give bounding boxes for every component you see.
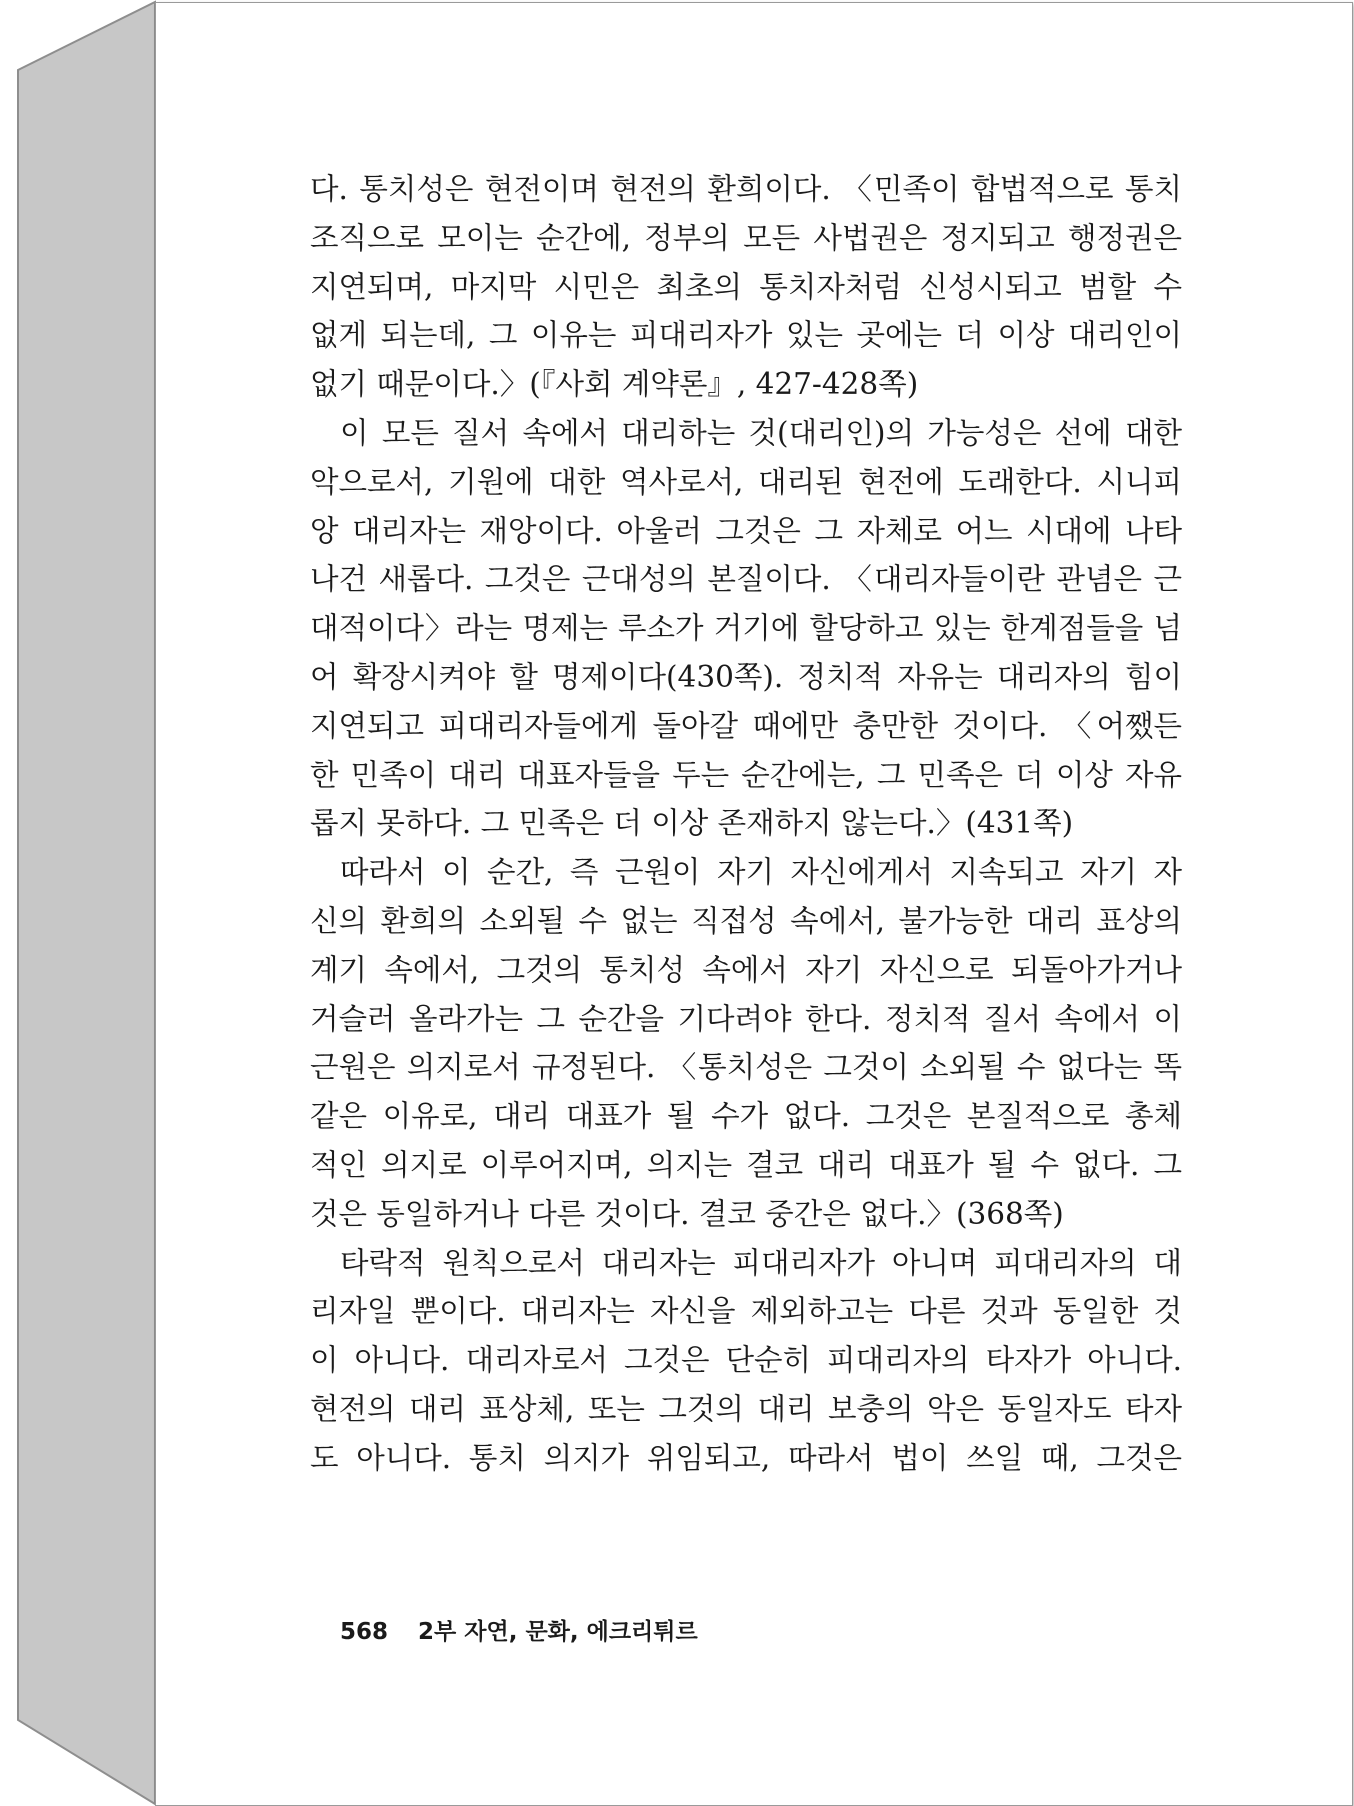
text-line: 지연되고 피대리자들에게 돌아갈 때에만 충만한 것이다. 〈어쨌든 [310,708,1182,743]
text-line: 도 아니다. 통치 의지가 위임되고, 따라서 법이 쓰일 때, 그것은 [310,1440,1182,1475]
text-line: 롭지 못하다. 그 민족은 더 이상 존재하지 않는다.〉(431쪽) [310,806,1074,841]
text-line: 리자일 뿐이다. 대리자는 자신을 제외하고는 다른 것과 동일한 것 [310,1294,1182,1329]
text-line: 다. 통치성은 현전이며 현전의 환희이다. 〈민족이 합법적으로 통치 [310,172,1182,206]
text-line: 지연되며, 마지막 시민은 최초의 통치자처럼 신성시되고 범할 수 [310,269,1182,304]
text-line: 앙 대리자는 재앙이다. 아울러 그것은 그 자체로 어느 시대에 나타 [310,513,1182,548]
text-line: 대적이다〉라는 명제는 루소가 거기에 할당하고 있는 한계점들을 넘 [310,611,1182,646]
text-line: 없기 때문이다.〉(『사회 계약론』, 427-428쪽) [310,367,919,402]
text-line: 어 확장시켜야 할 명제이다(430쪽). 정치적 자유는 대리자의 힘이 [310,659,1182,694]
text-line: 한 민족이 대리 대표자들을 두는 순간에는, 그 민족은 더 이상 자유 [310,757,1182,792]
text-line: 따라서 이 순간, 즉 근원이 자기 자신에게서 지속되고 자기 자 [340,855,1182,890]
text-line: 타락적 원칙으로서 대리자는 피대리자가 아니며 피대리자의 대 [340,1245,1182,1280]
text-line: 신의 환희의 소외될 수 없는 직접성 속에서, 불가능한 대리 표상의 [310,903,1182,938]
text-line: 나건 새롭다. 그것은 근대성의 본질이다. 〈대리자들이란 관념은 근 [310,562,1182,597]
text-line: 근원은 의지로서 규정된다. 〈통치성은 그것이 소외될 수 없다는 똑 [310,1050,1182,1085]
page-number: 568 [340,1619,389,1645]
page-footer [340,1613,698,1646]
book-spine-edge [0,0,160,1806]
text-line: 없게 되는데, 그 이유는 피대리자가 있는 곳에는 더 이상 대리인이 [310,318,1182,353]
text-line: 적인 의지로 이루어지며, 의지는 결코 대리 대표가 될 수 없다. 그 [310,1147,1182,1182]
text-line: 현전의 대리 표상체, 또는 그것의 대리 보충의 악은 동일자도 타자 [310,1391,1182,1426]
running-section-title: 2부 자연, 문화, 에크리튀르 [418,1619,698,1645]
book-edge-face [18,2,155,1804]
text-line: 같은 이유로, 대리 대표가 될 수가 없다. 그것은 본질적으로 총체 [310,1099,1182,1134]
text-line: 계기 속에서, 그것의 통치성 속에서 자기 자신으로 되돌아가거나 [310,952,1182,987]
text-line: 거슬러 올라가는 그 순간을 기다려야 한다. 정치적 질서 속에서 이 [310,1001,1182,1036]
text-line: 것은 동일하거나 다른 것이다. 결코 중간은 없다.〉(368쪽) [310,1196,1064,1231]
text-line: 이 아니다. 대리자로서 그것은 단순히 피대리자의 타자가 아니다. [310,1343,1182,1378]
text-line: 악으로서, 기원에 대한 역사로서, 대리된 현전에 도래한다. 시니피 [310,464,1182,499]
text-line: 조직으로 모이는 순간에, 정부의 모든 사법권은 정지되고 행정권은 [310,220,1182,255]
text-line: 이 모든 질서 속에서 대리하는 것(대리인)의 가능성은 선에 대한 [340,415,1182,450]
page-body-text [310,165,1182,1483]
